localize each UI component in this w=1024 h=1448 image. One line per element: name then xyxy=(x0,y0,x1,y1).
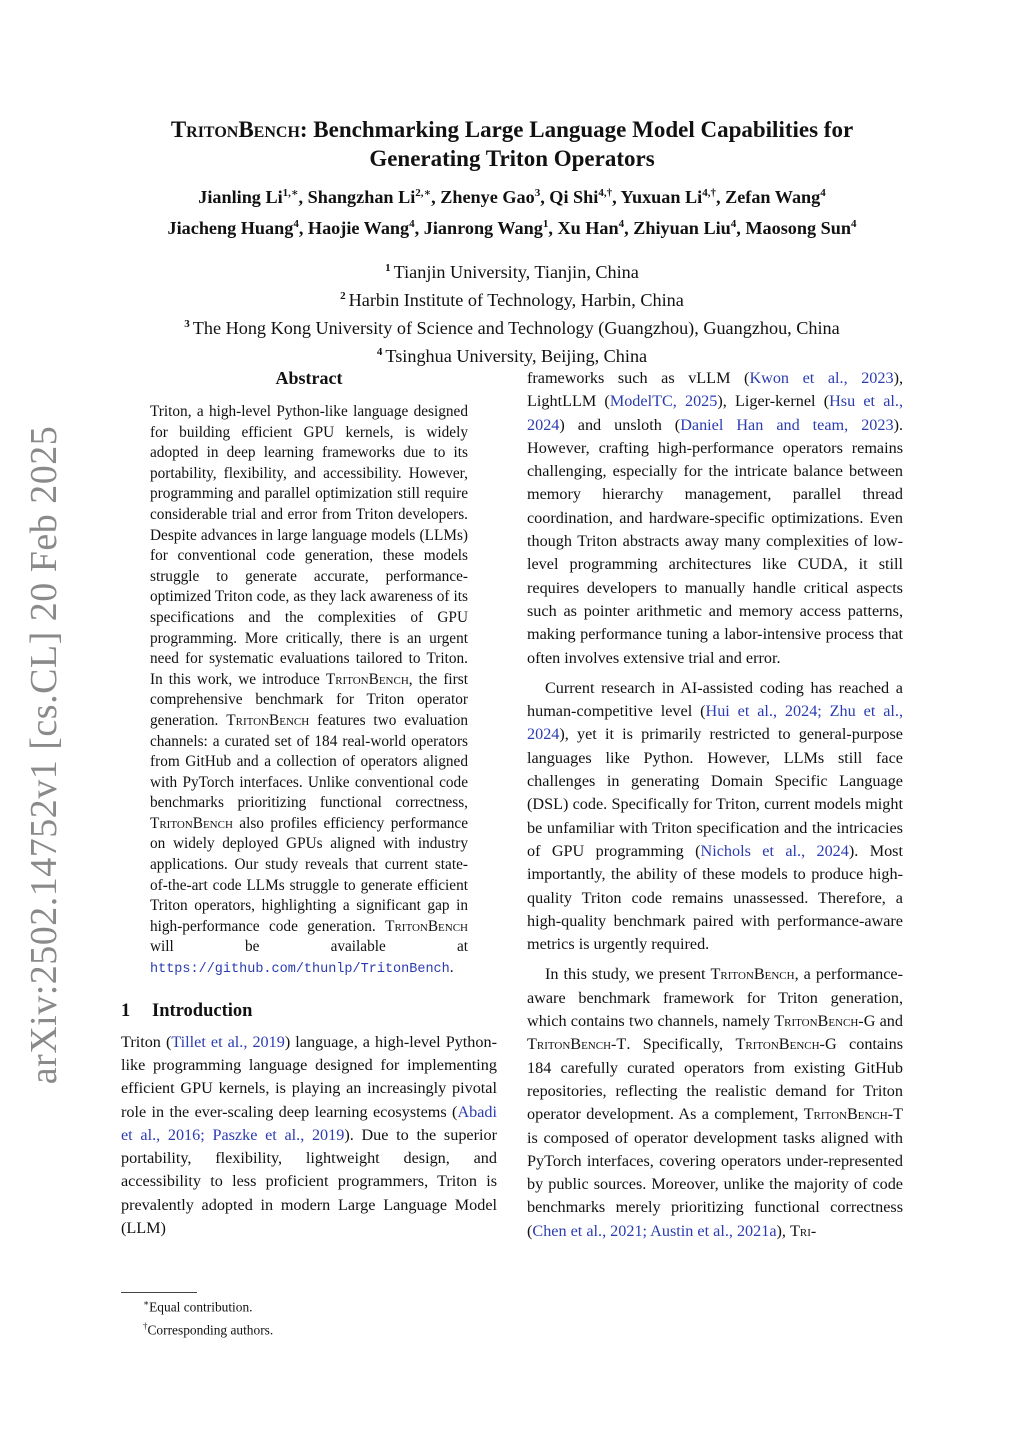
author-name: Jianling $Li^{1,∗}$ xyxy=(198,187,299,208)
benchmark-name: TritonBench-T xyxy=(527,1035,627,1054)
body-paragraph-1: frameworks such as vLLM (Kwon et al., 2023), LightLLM (ModelTC, 2025), Liger-kernel (Hsu et al., 2024) and unsloth (Daniel Han and team, 2023). However, crafting high-performance operators remains challenging, especially for the intricate balance between memory hierarchy management, parallel thread coordination, and hardware-specific optimizations. Even though Triton abstracts away many complexities of low-level programming architectures like CUDA, it still requires developers to manually handle critical aspects such as pointer arithmetic and memory access patterns, making performance tuning a labor-intensive process that often involves extensive trial and error. xyxy=(527,369,904,667)
author-affiliation-marker: 4 xyxy=(293,218,299,231)
title-line-1: : Benchmarking Large Language Model Capabilities for xyxy=(299,117,854,142)
title-line-2: Generating Triton Operators xyxy=(369,146,655,171)
author-name: Haojie Wang$^4$ xyxy=(307,218,415,239)
affiliations xyxy=(80,256,944,368)
section-heading-introduction xyxy=(121,999,497,1023)
affiliation-3: $^3$ The Hong Kong University of Science and Technology (Guangzhou), Guangzhou, China xyxy=(184,318,840,339)
benchmark-name: TritonBench xyxy=(385,917,468,935)
author-affiliation-marker: 1,∗ xyxy=(282,187,299,199)
author-name: Qi Shi$^{4,\dagger}$ xyxy=(549,187,613,208)
author-line-2: Jiacheng Huang$^4$, Haojie Wang$^4$, Jianrong Wang$^1$, Xu Han$^4$, Zhiyuan Liu$^4$, Maosong Sun$^4$ xyxy=(167,218,857,239)
author-name: Zhenye Gao$^3$ xyxy=(440,187,541,208)
author-affiliation-marker: 4,† xyxy=(598,187,613,199)
author-affiliation-marker: 2,∗ xyxy=(415,187,432,199)
author-name: Xu Han$^4$ xyxy=(557,218,625,239)
citation-link[interactable]: ModelTC, 2025 xyxy=(609,392,718,411)
author-name: Zhiyuan Liu$^4$ xyxy=(633,218,737,239)
author-affiliation-marker: 4 xyxy=(618,218,625,231)
benchmark-name: Tri- xyxy=(790,1221,817,1240)
abstract-heading: Abstract xyxy=(275,368,343,388)
citation-link[interactable]: Nichols et al., 2024 xyxy=(700,841,849,860)
benchmark-name: TritonBench xyxy=(325,670,409,688)
citation-link[interactable]: Hui et al., 2024; Zhu et al., 2024 xyxy=(527,702,903,744)
author-affiliation-marker: 1 xyxy=(542,218,549,231)
author-name: Jiacheng Huang$^4$ xyxy=(167,218,299,239)
left-column xyxy=(121,366,497,1240)
arxiv-sidebar xyxy=(20,425,68,1085)
author-name: Maosong Sun$^4$ xyxy=(745,218,857,239)
citation-link[interactable]: Tillet et al., 2019 xyxy=(171,1032,285,1051)
arxiv-identifier: arXiv:2502.14752v1 [cs.CL] 20 Feb 2025 xyxy=(23,425,65,1085)
author-name: Zefan Wang$^4$ xyxy=(725,187,826,208)
author-list xyxy=(80,180,944,242)
citation-link[interactable]: Chen et al., 2021; Austin et al., 2021a xyxy=(532,1221,777,1240)
footnote-equal-contribution: ∗Equal contribution. xyxy=(143,1298,253,1315)
author-line-1: Jianling $Li^{1,∗}$, Shangzhan $Li^{2,∗}$, Zhenye Gao$^3$, Qi Shi$^{4,\dagger}$, Yuxuan $Li^{4,\dagger}$, Zefan Wang$^4$ xyxy=(198,187,826,208)
benchmark-name: TritonBench-T xyxy=(803,1105,903,1124)
footnotes xyxy=(143,1294,273,1340)
citation-link[interactable]: Abadi et al., 2016; Paszke et al., 2019 xyxy=(121,1102,497,1144)
benchmark-name: TritonBench xyxy=(150,814,233,832)
benchmark-name: TritonBench xyxy=(710,965,795,984)
section-title: Introduction xyxy=(152,1000,253,1021)
citation-link[interactable]: Daniel Han and team, 2023 xyxy=(680,415,894,434)
benchmark-name: TritonBench xyxy=(226,711,310,729)
benchmark-name: TritonBench-G xyxy=(735,1035,837,1054)
repository-link[interactable]: https://github.com/thunlp/TritonBench xyxy=(150,962,450,978)
abstract-text: Triton, a high-level Python-like language designed for building efficient GPU kernels, is widely adopted in deep learning frameworks due to its portability, flexibility, and accessibility. However, programming and parallel optimization still require considerable trial and error from Triton developers. Despite advances in large language models (LLMs) for conventional code generation, these models struggle to generate accurate, performance-optimized Triton code, as they lack awareness of its specifications and the complexities of GPU programming. More critically, there is an urgent need for systematic evaluations tailored to Triton. In this work, we introduce TritonBench, the first comprehensive benchmark for Triton operator generation. TritonBench features two evaluation channels: a curated set of 184 real-world operators from GitHub and a collection of operators aligned with PyTorch interfaces. Unlike conventional code benchmarks prioritizing functional correctness, TritonBench also profiles efficiency performance on widely deployed GPUs aligned with industry applications. Our study reveals that current state-of-the-art code LLMs struggle to generate efficient Triton operators, highlighting a significant gap in high-performance code generation. TritonBench will be available at https://github.com/thunlp/TritonBench. xyxy=(150,403,468,978)
author-affiliation-marker: 3 xyxy=(534,187,541,199)
section-number: 1 xyxy=(121,1000,131,1021)
affiliation-2: $^2$ Harbin Institute of Technology, Harbin, China xyxy=(340,290,684,311)
author-affiliation-marker: 4 xyxy=(820,187,826,199)
body-paragraph-3: In this study, we present TritonBench, a performance-aware benchmark framework for Triton generation, which contains two channels, namely TritonBench-G and TritonBench-T. Specifically, TritonBench-G contains 184 carefully curated operators from existing GitHub repositories, reflecting the realistic demand for Triton operator development. As a complement, TritonBench-T is composed of operator development tasks aligned with PyTorch interfaces, covering operators under-represented by public sources. Moreover, unlike the majority of code benchmarks merely prioritizing functional correctness (Chen et al., 2021; Austin et al., 2021a), Tri- xyxy=(527,965,903,1240)
body-paragraph-2: Current research in AI-assisted coding has reached a human-competitive level (Hui et al., 2024; Zhu et al., 2024), yet it is primarily restricted to general-purpose languages like Python. However, LLMs still face challenges in generating Domain Specific Language (DSL) code. Specifically for Triton, current models might be unfamiliar with Triton specification and the intricacies of GPU programming (Nichols et al., 2024). Most importantly, the ability of these models to produce high-quality Triton code remains unassessed. Therefore, a high-quality benchmark paired with performance-aware metrics is urgently required. xyxy=(527,678,903,954)
author-name: Jianrong Wang$^1$ xyxy=(423,218,549,239)
footnote-corresponding-authors: †Corresponding authors. xyxy=(143,1320,274,1338)
citation-link[interactable]: Kwon et al., 2023 xyxy=(749,369,894,387)
author-affiliation-marker: 4 xyxy=(730,218,737,231)
footnote-divider xyxy=(121,1292,197,1293)
author-affiliation-marker: 4,† xyxy=(702,187,716,199)
author-affiliation-marker: 4 xyxy=(851,218,857,231)
right-column xyxy=(527,367,903,1243)
citation-link[interactable]: Hsu et al., 2024 xyxy=(527,392,903,434)
intro-paragraph: Triton (Tillet et al., 2019) language, a high-level Python-like programming language designed for implementing efficient GPU kernels, is playing an increasingly pivotal role in the ever-scaling deep learning ecosystems (Abadi et al., 2016; Paszke et al., 2019). Due to the superior portability, flexibility, lightweight design, and accessibility to less proficient programmers, Triton is prevalently adopted in modern Large Language Model (LLM) xyxy=(121,1032,497,1237)
author-affiliation-marker: 4 xyxy=(409,218,415,231)
paper-title xyxy=(100,115,924,173)
benchmark-name: TritonBench-G xyxy=(774,1012,876,1031)
benchmark-name: TritonBench xyxy=(170,117,300,142)
author-name: Shangzhan $Li^{2,∗}$ xyxy=(307,187,432,208)
affiliation-1: $^1$ Tianjin University, Tianjin, China xyxy=(385,262,639,283)
author-name: Yuxuan $Li^{4,\dagger}$ xyxy=(620,187,716,208)
affiliation-4: $^4$ Tsinghua University, Beijing, China xyxy=(376,346,648,367)
